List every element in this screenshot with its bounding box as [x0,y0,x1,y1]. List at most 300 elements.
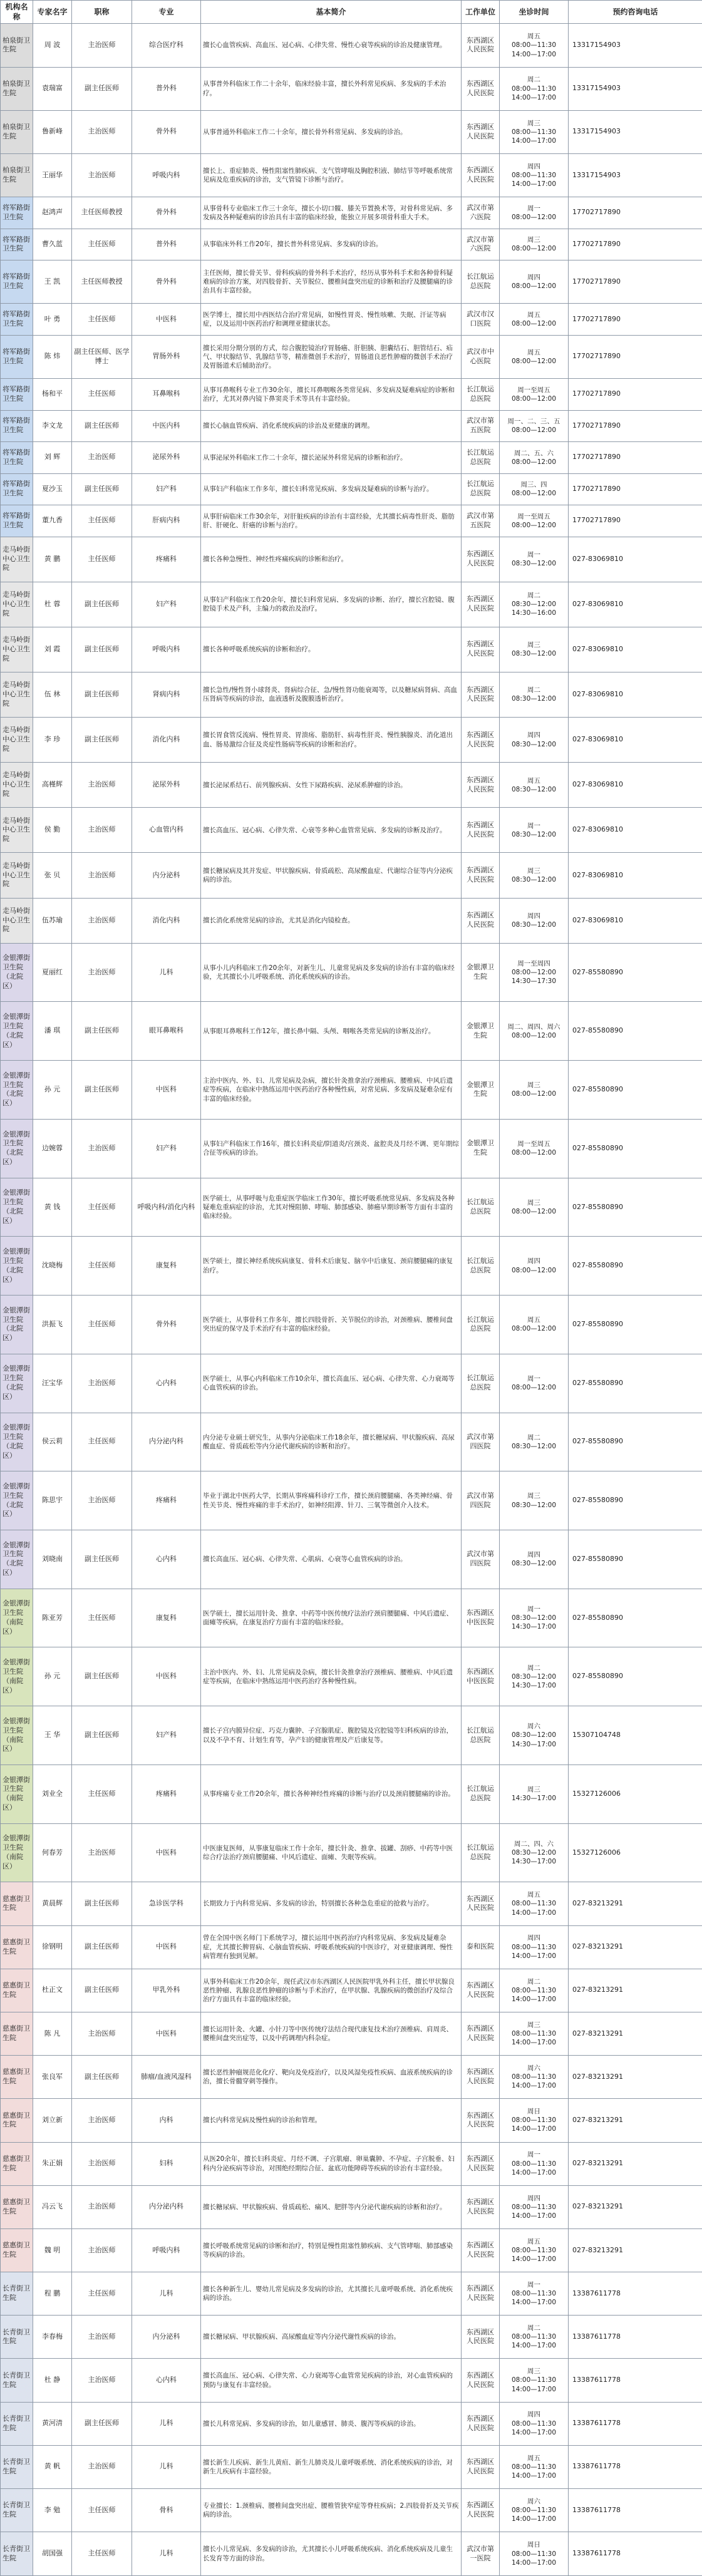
table-row [1,2272,702,2316]
table-row [1,1413,702,1471]
table-row [1,1882,702,1925]
org-cell: 将军路街卫生院 [1,442,33,474]
specialty-cell: 消化内科 [132,718,201,763]
name-cell: 冯云飞 [33,2185,72,2228]
org-cell: 金银潭街卫生院（北院区） [1,1061,33,1120]
unit-cell: 武汉市汉口医院 [462,304,500,336]
phone-cell: 027-85580890 [569,1647,702,1706]
specialty-cell: 儿科 [132,2272,201,2316]
name-cell: 孙 元 [33,1647,72,1706]
specialty-cell: 骨外科 [132,1296,201,1354]
intro-cell: 从事妇产科临床工作20余年，擅长妇科常见病、多发病的诊断、治疗，擅长宫腔镜、腹腔镜手术及产科，主编力的救治及治疗。 [201,582,462,627]
org-cell: 长青街卫生院 [1,2272,33,2316]
specialty-cell: 心血管内科 [132,808,201,853]
unit-cell: 东西湖区人民医院 [462,808,500,853]
intro-cell: 从事泌尿外科临床工作二十余年，擅长泌尿外科常见病的诊断和治疗。 [201,442,462,474]
intro-cell: 医学硕士，擅长神经系统疾病康复、骨科术后康复、脑卒中后康复、颈肩腰腿痛的康复治疗。 [201,1237,462,1296]
unit-cell: 东西湖区人民医院 [462,718,500,763]
table-row [1,537,702,582]
specialty-cell: 综合医疗科 [132,24,201,67]
unit-cell: 东西湖区人民医院 [462,2142,500,2185]
title-cell: 主任医师 [72,1296,132,1354]
title-cell: 副主任医师 [72,672,132,717]
table-row [1,410,702,442]
phone-cell: 027-85580890 [569,1178,702,1237]
specialty-cell: 肾病内科 [132,672,201,717]
unit-cell: 武汉市第一医院 [462,2532,500,2576]
name-cell: 汪宝华 [33,1354,72,1413]
header-phone: 预约咨询电话 [569,1,702,24]
intro-cell: 擅长糖尿病、甲状腺疾病、高尿酸血症等内分泌代谢性疾病的诊治。 [201,2316,462,2359]
table-row [1,1589,702,1647]
table-row [1,304,702,336]
intro-cell: 擅长新生儿疾病、新生儿黄疸、新生儿肺炎及儿童呼吸系统、消化系统疾病的诊治，对新生儿疾病有丰富经验。 [201,2445,462,2488]
time-cell: 周二 08:30—12:00 14:30—17:00 [500,1647,569,1706]
table-row [1,2402,702,2445]
title-cell: 主治医师 [72,2142,132,2185]
time-cell: 周二 08:30—12:00 14:30—16:00 [500,582,569,627]
specialty-cell: 妇科 [132,2142,201,2185]
org-cell: 金银潭街卫生院（北院区） [1,1296,33,1354]
phone-cell: 17702717890 [569,335,702,378]
unit-cell: 长江航运总医院 [462,1823,500,1882]
title-cell: 主任医师 [72,1589,132,1647]
table-row [1,473,702,505]
phone-cell: 027-83213291 [569,2099,702,2142]
intro-cell: 医学硕士，从事呼吸与危重症医学临床工作30年，擅长呼吸系统常见病、多发病及各种疑难危重病症的诊治，尤其对慢阻肺、哮喘、肺部感染、肺癌早期诊断等方面有丰富的临床经验。 [201,1178,462,1237]
org-cell: 走马岭街中心卫生院 [1,672,33,717]
specialty-cell: 中医科 [132,2012,201,2055]
intro-cell: 擅长子宫内膜异位症、巧克力囊肿、子宫腺肌症、腹腔镜及宫腔镜等妇科疾病的诊治，以及不孕不育、计划生育等，孕产妇的健康管理及产后康复等。 [201,1706,462,1765]
time-cell: 周一 08:30—12:00 14:30—17:00 [500,1589,569,1647]
title-cell: 副主任医师 [72,1530,132,1589]
specialty-cell: 胃肠外科 [132,335,201,378]
title-cell: 主任医师 [72,537,132,582]
time-cell: 周五 08:00—12:00 [500,1296,569,1354]
table-row [1,1969,702,2012]
phone-cell: 027-83213291 [569,2056,702,2099]
intro-cell: 擅长急性/慢性肾小球肾炎、肾病综合征、急/慢性肾功能衰竭等，以及糖尿病肾病、高血压肾病等疾病的诊治，血液透析及腹膜透析治疗。 [201,672,462,717]
name-cell: 叶 勇 [33,304,72,336]
table-row [1,853,702,898]
name-cell: 刘晓南 [33,1530,72,1589]
org-cell: 柏泉街卫生院 [1,67,33,110]
specialty-cell: 儿科 [132,2532,201,2576]
org-cell: 金银潭街卫生院（北院区） [1,1237,33,1296]
intro-cell: 擅长各种急慢性、神经性疼痛疾病的诊断和治疗。 [201,537,462,582]
specialty-cell: 中医科 [132,1061,201,1120]
table-row [1,1706,702,1765]
phone-cell: 027-85580890 [569,1530,702,1589]
phone-cell: 027-83213291 [569,1969,702,2012]
title-cell: 主治医师 [72,1119,132,1178]
table-row [1,898,702,943]
unit-cell: 东西湖区人民医院 [462,627,500,672]
name-cell: 赵鸿声 [33,197,72,229]
unit-cell: 东西湖区人民医院 [462,582,500,627]
unit-cell: 东西湖区人民医院 [462,763,500,808]
title-cell: 主治医师 [72,110,132,153]
phone-cell: 13387611778 [569,2402,702,2445]
name-cell: 黄 帆 [33,2445,72,2488]
table-row [1,1925,702,1969]
specialty-cell: 疼痛科 [132,1471,201,1530]
unit-cell: 武汉市第五医院 [462,410,500,442]
time-cell: 周三 08:30—12:00 [500,853,569,898]
table-row [1,229,702,260]
phone-cell: 027-83069810 [569,808,702,853]
specialty-cell: 内分泌内科 [132,1413,201,1471]
org-cell: 慈惠街卫生院 [1,2099,33,2142]
table-row [1,1178,702,1237]
table-row [1,2012,702,2055]
specialty-cell: 骨外科 [132,110,201,153]
time-cell: 周一、二、三、五 08:00—12:00 [500,410,569,442]
table-row [1,442,702,474]
phone-cell: 027-83213291 [569,2228,702,2272]
table-row [1,67,702,110]
intro-cell: 从事妇产科临床工作多年，擅长妇科常见疾病、多发病及疑难病的诊断与治疗。 [201,473,462,505]
phone-cell: 027-85580890 [569,1119,702,1178]
time-cell: 周五 08:00—11:30 14:00—17:00 [500,24,569,67]
org-cell: 金银潭街卫生院（北院区） [1,943,33,1002]
intro-cell: 擅长运用针灸、火罐、小针刀等中医传统疗法结合现代康复技术治疗颈椎病、肩周炎、腰椎间盘突出症等，以及中药调理内科杂症。 [201,2012,462,2055]
unit-cell: 东西湖区人民医院 [462,537,500,582]
title-cell: 主治医师 [72,2316,132,2359]
phone-cell: 13317154903 [569,67,702,110]
title-cell: 主任医师 [72,505,132,537]
phone-cell: 13387611778 [569,2532,702,2576]
org-cell: 走马岭街中心卫生院 [1,718,33,763]
table-row [1,2532,702,2576]
unit-cell: 东西湖区人民医院 [462,2316,500,2359]
name-cell: 何春芳 [33,1823,72,1882]
org-cell: 将军路街卫生院 [1,229,33,260]
phone-cell: 027-83069810 [569,763,702,808]
unit-cell: 东西湖区人民医院 [462,110,500,153]
title-cell: 副主任医师 [72,410,132,442]
header-name: 专家名字 [33,1,72,24]
specialty-cell: 呼吸内科 [132,627,201,672]
org-cell: 走马岭街中心卫生院 [1,898,33,943]
org-cell: 金银潭街卫生院（南院区） [1,1765,33,1823]
unit-cell: 东西湖区人民医院 [462,672,500,717]
intro-cell: 医学博士，擅长用中西医结合治疗常见病，如慢性胃炎、慢性咳嗽、失眠、汗证等病症，以及运用中医药治疗和调理亚健康状态。 [201,304,462,336]
phone-cell: 027-83069810 [569,853,702,898]
phone-cell: 17702717890 [569,197,702,229]
table-row [1,1061,702,1120]
intro-cell: 擅长胃食管反流病、慢性胃炎、胃溃疡、脂肪肝、病毒性肝炎、慢性胰腺炎、消化道出血、肠易激综合征及炎症性肠病等疾病的诊断和治疗。 [201,718,462,763]
intro-cell: 从事妇产科临床工作16年，擅长妇科炎症/阴道炎/宫颈炎、盆腔炎及月经不调、更年期综合征等疾病的诊治。 [201,1119,462,1178]
specialty-cell: 呼吸内科 [132,153,201,197]
org-cell: 将军路街卫生院 [1,335,33,378]
intro-cell: 擅长内科常见病及慢性病的诊治和管理。 [201,2099,462,2142]
header-unit: 工作单位 [462,1,500,24]
unit-cell: 长江航运总医院 [462,442,500,474]
name-cell: 陈 凡 [33,2012,72,2055]
title-cell: 副主任医师 [72,2402,132,2445]
title-cell: 副主任医师 [72,473,132,505]
phone-cell: 027-85580890 [569,1589,702,1647]
org-cell: 将军路街卫生院 [1,505,33,537]
intro-cell: 从事普外科临床工作二十余年，临床经验丰富，擅长外科常见疾病、多发病的手术治疗。 [201,67,462,110]
table-row [1,627,702,672]
title-cell: 副主任医师 [72,2056,132,2099]
name-cell: 王 凯 [33,260,72,304]
header-org: 机构名称 [1,1,33,24]
name-cell: 夏沙玉 [33,473,72,505]
title-cell: 副主任医师 [72,1925,132,1969]
intro-cell: 毕业于湖北中医药大学，长期从事疼痛科诊疗工作，擅长颈肩腰腿痛、各类神经痛、骨性关节炎、慢性疼痛的非手术治疗，如神经阻滞、针刀、三氧等微创介入技术。 [201,1471,462,1530]
intro-cell: 从医20余年，擅长妇科炎症、月经不调、子宫肌瘤、卵巢囊肿、不孕症、子宫脱垂、妇科内分泌疾病等诊治，对围绝经期综合征、盆底功能障碍等疾病的诊治有丰富经验。 [201,2142,462,2185]
phone-cell: 027-83069810 [569,672,702,717]
org-cell: 慈惠街卫生院 [1,2228,33,2272]
title-cell: 主任医师 [72,379,132,411]
time-cell: 周三、四 08:00—12:00 [500,473,569,505]
specialty-cell: 消化内科 [132,898,201,943]
title-cell: 副主任医师 [72,1969,132,2012]
phone-cell: 17702717890 [569,260,702,304]
unit-cell: 东西湖区人民医院 [462,2445,500,2488]
table-row [1,1119,702,1178]
time-cell: 周三 08:30—12:00 [500,627,569,672]
unit-cell: 东西湖区人民医院 [462,2099,500,2142]
time-cell: 周三 08:00—12:00 [500,1178,569,1237]
name-cell: 陈亚芳 [33,1589,72,1647]
name-cell: 胡国强 [33,2532,72,2576]
title-cell: 副主任医师 [72,582,132,627]
table-row [1,1237,702,1296]
specialty-cell: 康复科 [132,1237,201,1296]
time-cell: 周一 08:00—11:30 14:00—17:00 [500,2272,569,2316]
time-cell: 周二、四、六 08:30—12:00 14:30—17:00 [500,1823,569,1882]
table-row [1,808,702,853]
table-row [1,2142,702,2185]
name-cell: 夏丽红 [33,943,72,1002]
specialty-cell: 中医科 [132,304,201,336]
unit-cell: 武汉市第四医院 [462,1413,500,1471]
org-cell: 金银潭街卫生院（北院区） [1,1471,33,1530]
table-row [1,379,702,411]
table-row [1,1471,702,1530]
title-cell: 主治医师 [72,2359,132,2402]
unit-cell: 东西湖区人民医院 [462,24,500,67]
specialty-cell: 心内科 [132,2359,201,2402]
name-cell: 黄 鹏 [33,537,72,582]
title-cell: 主治医师 [72,853,132,898]
org-cell: 将军路街卫生院 [1,304,33,336]
unit-cell: 长江航运总医院 [462,1706,500,1765]
title-cell: 副主任医师 [72,718,132,763]
phone-cell: 13387611778 [569,2359,702,2402]
table-row [1,2228,702,2272]
phone-cell: 027-83213291 [569,1882,702,1925]
table-row [1,672,702,717]
time-cell: 周六 08:00—11:30 14:00—17:00 [500,2056,569,2099]
time-cell: 周一至周五 08:00—12:00 [500,1119,569,1178]
title-cell: 主治医师 [72,763,132,808]
table-row [1,1765,702,1823]
time-cell: 周一 08:30—12:00 [500,808,569,853]
specialty-cell: 肝病内科 [132,505,201,537]
unit-cell: 金银潭卫生院 [462,1119,500,1178]
intro-cell: 医学硕士，从事骨科工作多年，擅长四肢骨折、关节脱位的诊治，对颈椎病、腰椎间盘突出症的保守及手术治疗有丰富的临床经验。 [201,1296,462,1354]
time-cell: 周一 08:00—12:00 [500,1354,569,1413]
name-cell: 杜 静 [33,2359,72,2402]
title-cell: 主治医师 [72,2445,132,2488]
title-cell: 副主任医师、医学博士 [72,335,132,378]
intro-cell: 曾在全国中医名师门下系统学习，擅长运用中医药治疗内科常见病、多发病及疑难杂症，尤其擅长脾胃病、心脑血管疾病、呼吸系统疾病的中医诊疗，对亚健康调理、慢性病管理有独到见解。 [201,1925,462,1969]
specialty-cell: 儿科 [132,943,201,1002]
time-cell: 周四 08:30—12:00 [500,1530,569,1589]
phone-cell: 17702717890 [569,304,702,336]
org-cell: 金银潭街卫生院（北院区） [1,1119,33,1178]
title-cell: 主治医师 [72,153,132,197]
org-cell: 金银潭街卫生院（北院区） [1,1530,33,1589]
header-specialty: 专业 [132,1,201,24]
time-cell: 周三 08:30—12:00 [500,1471,569,1530]
time-cell: 周二 08:00—11:30 14:00—17:00 [500,1969,569,2012]
time-cell: 周三 08:00—11:30 14:00—17:00 [500,2359,569,2402]
unit-cell: 东西湖区人民医院 [462,853,500,898]
name-cell: 高槿辉 [33,763,72,808]
intro-cell: 从事骨科专业临床工作三十余年，擅长小切口髋、膝关节置换术等，对骨科常见病、多发病及各种疑难病的诊治具有丰富的临床经验，能独立开展多项骨科重大手术。 [201,197,462,229]
unit-cell: 长江航运总医院 [462,1296,500,1354]
name-cell: 李 珍 [33,718,72,763]
header-intro: 基本简介 [201,1,462,24]
time-cell: 周二 08:30—12:00 [500,1413,569,1471]
phone-cell: 027-85580890 [569,943,702,1002]
table-row [1,110,702,153]
title-cell: 主任医师 [72,2272,132,2316]
specialty-cell: 中医科 [132,1925,201,1969]
name-cell: 沈晓梅 [33,1237,72,1296]
table-row [1,1530,702,1589]
org-cell: 慈惠街卫生院 [1,1969,33,2012]
unit-cell: 东西湖区人民医院 [462,2489,500,2532]
title-cell: 主治医师 [72,943,132,1002]
table-row [1,2185,702,2228]
org-cell: 柏泉街卫生院 [1,153,33,197]
table-row [1,763,702,808]
name-cell: 黄晨辉 [33,1882,72,1925]
intro-cell: 长期致力于内科常见病、多发病的诊治，特别擅长各种急危重症的抢救与治疗。 [201,1882,462,1925]
name-cell: 董九香 [33,505,72,537]
intro-cell: 从事疼痛专业工作20余年，擅长各种神经性疼痛的诊断与治疗以及颈肩腰腿痛的诊治。 [201,1765,462,1823]
intro-cell: 中医康复医师，从事康复临床工作十余年，擅长针灸、推拿、拔罐、刮痧、中药等中医综合疗法治疗颈肩腰腿痛、中风后遗症、面瘫、失眠等疾病。 [201,1823,462,1882]
time-cell: 周二 08:00—11:30 14:00—17:00 [500,2316,569,2359]
specialty-cell: 心内科 [132,1354,201,1413]
intro-cell: 擅长高血压、冠心病、心律失常、心衰等多种心血管常见病、多发病的诊断及治疗。 [201,808,462,853]
name-cell: 侯云莉 [33,1413,72,1471]
name-cell: 曹久蓝 [33,229,72,260]
time-cell: 周四 08:00—11:30 14:00—17:00 [500,1925,569,1969]
time-cell: 周六 08:00—11:30 14:00—17:00 [500,2489,569,2532]
table-row [1,2489,702,2532]
phone-cell: 027-83213291 [569,1925,702,1969]
title-cell: 主任医师教授 [72,197,132,229]
table-row [1,2056,702,2099]
phone-cell: 027-83213291 [569,2142,702,2185]
phone-cell: 13387611778 [569,2489,702,2532]
name-cell: 徐钢明 [33,1925,72,1969]
title-cell: 主治医师 [72,1354,132,1413]
org-cell: 金银潭街卫生院（北院区） [1,1002,33,1061]
org-cell: 将军路街卫生院 [1,260,33,304]
title-cell: 主任医师 [72,1413,132,1471]
name-cell: 洪振飞 [33,1296,72,1354]
specialty-cell: 呼吸内科/消化内科 [132,1178,201,1237]
time-cell: 周三 08:00—12:00 [500,229,569,260]
name-cell: 王 华 [33,1706,72,1765]
unit-cell: 长江航运总医院 [462,1178,500,1237]
org-cell: 走马岭街中心卫生院 [1,853,33,898]
time-cell: 周五 08:00—12:00 [500,304,569,336]
org-cell: 金银潭街卫生院（南院区） [1,1706,33,1765]
time-cell: 周四 08:00—11:30 14:00—17:00 [500,153,569,197]
unit-cell: 武汉市第六医院 [462,197,500,229]
phone-cell: 027-85580890 [569,1354,702,1413]
intro-cell: 擅长采用分期分别的方式，综合腹腔镜治疗胃肠癌、肝胆胰、胆囊结石、胆管结石、疝气、甲状腺结节、乳腺结节等，精准微创手术治疗，胃肠道良恶性肿瘤的微创手术治疗及胃肠道术后辅助治疗。 [201,335,462,378]
specialty-cell: 疼痛科 [132,537,201,582]
org-cell: 走马岭街中心卫生院 [1,808,33,853]
specialty-cell: 骨外科 [132,260,201,304]
org-cell: 柏泉街卫生院 [1,24,33,67]
org-cell: 长青街卫生院 [1,2402,33,2445]
unit-cell: 东西湖区人民医院 [462,2228,500,2272]
unit-cell: 长江航运总医院 [462,1765,500,1823]
time-cell: 周四 08:00—12:00 [500,1237,569,1296]
title-cell: 主任医师 [72,1765,132,1823]
org-cell: 将军路街卫生院 [1,197,33,229]
specialty-cell: 中医内科 [132,410,201,442]
intro-cell: 擅长心血管疾病、高血压、冠心病、心律失常、慢性心衰等疾病的诊治及健康管理。 [201,24,462,67]
org-cell: 金银潭街卫生院（南院区） [1,1589,33,1647]
phone-cell: 15307104748 [569,1706,702,1765]
title-cell: 副主任医师 [72,627,132,672]
name-cell: 李 勉 [33,2489,72,2532]
name-cell: 袁瑞富 [33,67,72,110]
time-cell: 周六 08:30—12:00 14:30—17:00 [500,1706,569,1765]
name-cell: 朱正娟 [33,2142,72,2185]
intro-cell: 主治中医内、外、妇、儿常见病及杂病，擅长针灸推拿治疗颈椎病、腰椎病、中风后遗症等疾病，在临床中熟练运用中医药治疗各种慢性病。 [201,1647,462,1706]
phone-cell: 027-83069810 [569,627,702,672]
title-cell: 主治医师 [72,808,132,853]
unit-cell: 东西湖区人民医院 [462,2185,500,2228]
table-row [1,197,702,229]
phone-cell: 027-85580890 [569,1237,702,1296]
org-cell: 金银潭街卫生院（南院区） [1,1647,33,1706]
intro-cell: 主治中医内、外、妇、儿常见病及杂病，擅长针灸推拿治疗颈椎病、腰椎病、中风后遗症等疾病，在临床中熟练运用中医药治疗各种慢性病，对常见病、多发病及疑难杂症有丰富的临床经验。 [201,1061,462,1120]
unit-cell: 东西湖区人民医院 [462,2402,500,2445]
time-cell: 周四 08:00—12:00 [500,260,569,304]
org-cell: 长青街卫生院 [1,2445,33,2488]
phone-cell: 027-83069810 [569,537,702,582]
specialty-cell: 内分泌科 [132,2316,201,2359]
org-cell: 长青街卫生院 [1,2489,33,2532]
time-cell: 周一至周五 08:00—12:00 [500,505,569,537]
title-cell: 主治医师 [72,1471,132,1530]
unit-cell: 长江航运总医院 [462,1354,500,1413]
specialty-cell: 骨科 [132,2489,201,2532]
specialty-cell: 儿科 [132,2402,201,2445]
name-cell: 张 贝 [33,853,72,898]
phone-cell: 13317154903 [569,24,702,67]
time-cell: 周三 08:00—12:00 [500,1061,569,1120]
title-cell: 主任医师教授 [72,260,132,304]
specialty-cell: 心内科 [132,1530,201,1589]
org-cell: 金银潭街卫生院（北院区） [1,1354,33,1413]
